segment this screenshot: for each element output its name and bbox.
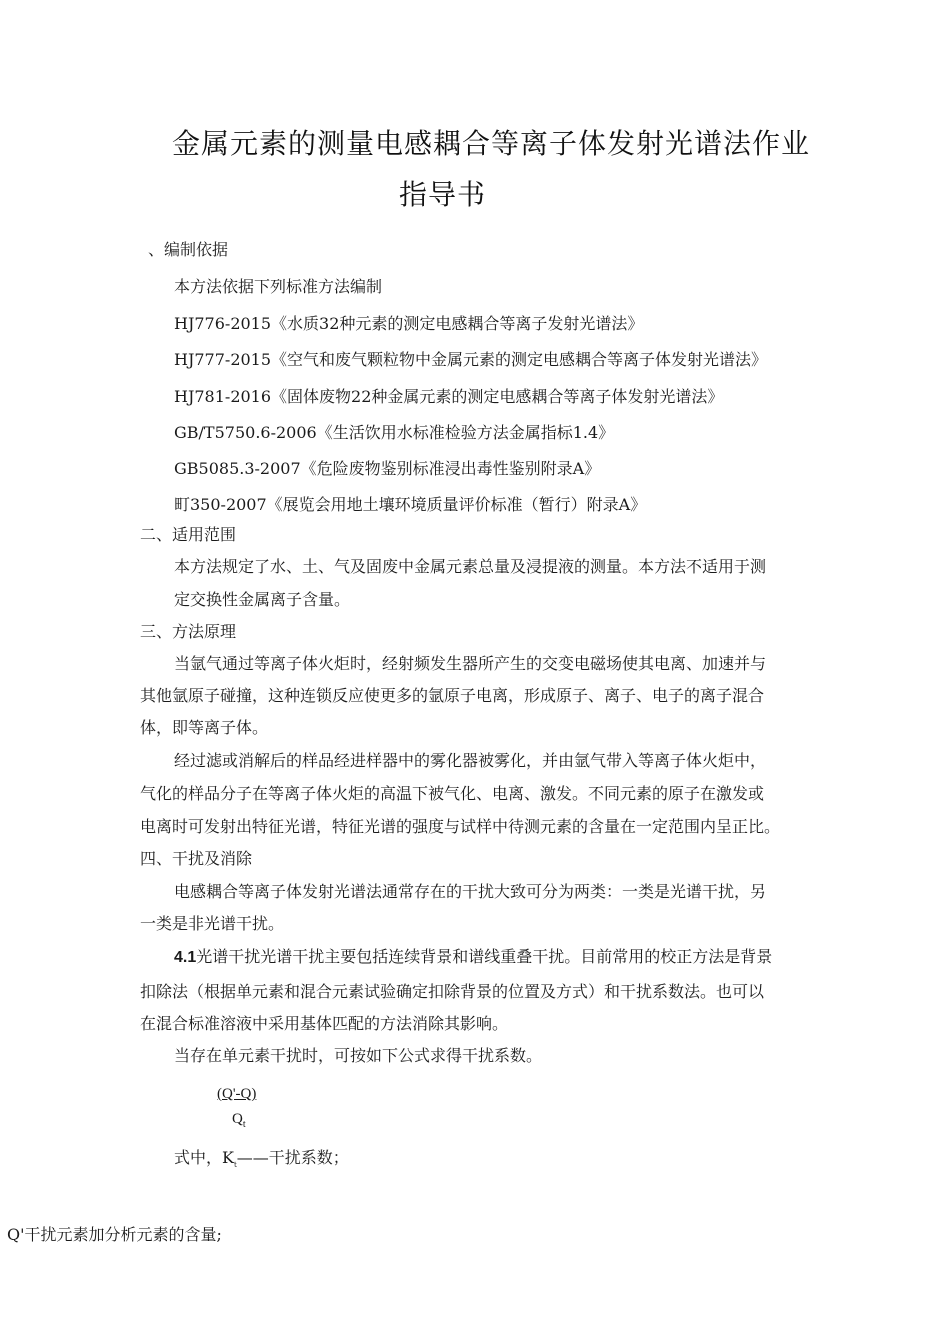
interference-line: 电感耦合等离子体发射光谱法通常存在的干扰大致可分为两类：一类是光谱干扰，另: [174, 882, 767, 901]
subsection-4-1-line2: 扣除法（根据单元素和混合元素试验确定扣除背景的位置及方式）和干扰系数法。也可以: [140, 982, 765, 1001]
subsection-text: 光谱干扰光谱干扰主要包括连续背景和谱线重叠干扰。目前常用的校正方法是背景: [196, 947, 773, 966]
standard-item: GB5085.3-2007《危险废物鉴别标准浸出毒性鉴别附录A》: [174, 459, 601, 478]
scope-line: 定交换性金属离子含量。: [174, 590, 351, 609]
subsection-4-1-line3: 在混合标准溶液中采用基体匹配的方法消除其影响。: [140, 1014, 509, 1033]
page-title-line1: 金属元素的测量电感耦合等离子体发射光谱法作业: [172, 127, 811, 160]
formula-where-line: [174, 1148, 349, 1175]
principle-line: 其他氩原子碰撞，这种连锁反应使更多的氩原子电离，形成原子、离子、电子的离子混合: [140, 686, 765, 705]
interference-line: 一类是非光谱干扰。: [140, 914, 285, 933]
standard-item: GB/T5750.6-2006《生活饮用水标准检验方法金属指标1.4》: [174, 423, 615, 442]
principle-line: 经过滤或消解后的样品经进样器中的雾化器被雾化，并由氩气带入等离子体火炬中，: [174, 751, 767, 770]
section-heading-basis: 、编制依据: [148, 240, 229, 259]
formula-denominator-subscript: t: [242, 1119, 246, 1130]
basis-intro: 本方法依据下列标准方法编制: [174, 277, 383, 296]
formula-denominator: [232, 1111, 246, 1130]
variable-definition-line: Q'干扰元素加分析元素的含量;: [7, 1225, 222, 1244]
principle-line: 气化的样品分子在等离子体火炬的高温下被气化、电离、激发。不同元素的原子在激发或: [140, 784, 765, 803]
section-heading-interference: 四、干扰及消除: [140, 849, 253, 868]
standard-item: 町350-2007《展览会用地土壤环境质量评价标准（暂行）附录A》: [174, 495, 647, 514]
section-heading-principle: 三、方法原理: [140, 622, 237, 641]
subsection-number: 4.1: [174, 949, 197, 966]
principle-line: 体，即等离子体。: [140, 718, 269, 737]
section-heading-scope: 二、适用范围: [140, 525, 237, 544]
scope-line: 本方法规定了水、土、气及固废中金属元素总量及浸提液的测量。本方法不适用于测: [174, 557, 767, 576]
standard-item: HJ781-2016《固体废物22种金属元素的测定电感耦合等离子体发射光谱法》: [174, 387, 724, 406]
page-title-line2: 指导书: [399, 178, 487, 211]
where-k-subscript: t: [233, 1161, 237, 1170]
formula-numerator: (Q'-Q): [217, 1086, 257, 1102]
where-prefix: 式中，K: [174, 1148, 234, 1167]
formula-denominator-symbol: Q: [232, 1111, 243, 1127]
principle-line: 当氩气通过等离子体火炬时，经射频发生器所产生的交变电磁场使其电离、加速并与: [174, 654, 767, 673]
where-suffix: ——干扰系数；: [236, 1148, 349, 1167]
principle-line: 电离时可发射出特征光谱，特征光谱的强度与试样中待测元素的含量在一定范围内呈正比。: [140, 817, 781, 836]
formula-intro: 当存在单元素干扰时，可按如下公式求得干扰系数。: [174, 1046, 543, 1065]
standard-item: HJ777-2015《空气和废气颗粒物中金属元素的测定电感耦合等离子体发射光谱法》: [174, 350, 768, 369]
standard-item: HJ776-2015《水质32种元素的测定电感耦合等离子发射光谱法》: [174, 314, 644, 333]
subsection-4-1-line1: [174, 947, 772, 968]
